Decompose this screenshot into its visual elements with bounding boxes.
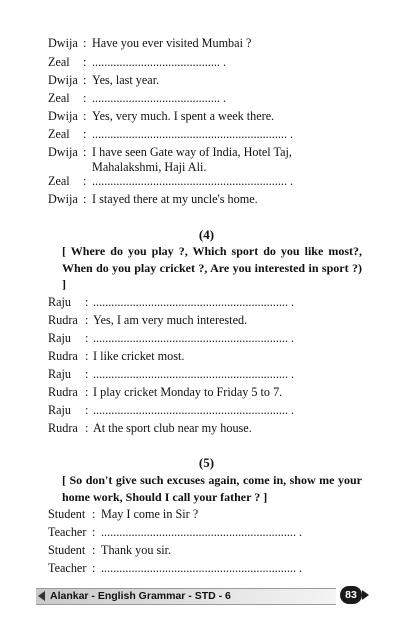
speaker-name: Raju bbox=[48, 367, 72, 381]
dialogue-line bbox=[48, 295, 413, 311]
colon-separator: : bbox=[83, 145, 87, 159]
colon-separator: : bbox=[83, 192, 87, 206]
colon-separator: : bbox=[83, 55, 87, 69]
speaker-name: Rudra bbox=[48, 421, 78, 435]
dialogue-text: ................................................................ . bbox=[101, 525, 303, 539]
dialogue-text: ................................................................ . bbox=[93, 331, 295, 345]
section-4-instruction: [ Where do you play ?, Which sport do you like most?, When do you play cricket ?, Are you interested in sport ?) ] bbox=[62, 244, 362, 291]
speaker-name: Dwija bbox=[48, 36, 78, 50]
dialogue-line bbox=[48, 507, 413, 523]
speaker-name: Rudra bbox=[48, 349, 78, 363]
colon-separator: : bbox=[85, 331, 89, 345]
colon-separator: : bbox=[83, 36, 87, 50]
dialogue-text: I have seen Gate way of India, Hotel Taj, bbox=[92, 145, 292, 159]
triangle-left-icon bbox=[38, 591, 45, 601]
speaker-name: Student bbox=[48, 543, 86, 557]
section-5-instruction: [ So don't give such excuses again, come in, show me your home work, Should I call your father ? ] bbox=[62, 473, 362, 504]
dialogue-text-continuation: Mahalakshmi, Haji Ali. bbox=[92, 160, 207, 174]
arrow-right-icon bbox=[362, 590, 369, 600]
dialogue-text: .......................................... . bbox=[92, 55, 227, 69]
dialogue-line bbox=[48, 385, 413, 401]
dialogue-line bbox=[48, 525, 413, 541]
speaker-name: Rudra bbox=[48, 313, 78, 327]
speaker-name: Dwija bbox=[48, 109, 78, 123]
dialogue-text: ................................................................ . bbox=[93, 403, 295, 417]
dialogue-text: .......................................... . bbox=[92, 91, 227, 105]
colon-separator: : bbox=[85, 295, 89, 309]
dialogue-text: ................................................................ . bbox=[93, 295, 295, 309]
colon-separator: : bbox=[83, 109, 87, 123]
dialogue-line bbox=[48, 192, 413, 208]
speaker-name: Raju bbox=[48, 331, 72, 345]
dialogue-line bbox=[48, 55, 413, 71]
speaker-name: Dwija bbox=[48, 73, 78, 87]
colon-separator: : bbox=[85, 313, 89, 327]
speaker-name: Raju bbox=[48, 295, 72, 309]
dialogue-line bbox=[48, 145, 413, 177]
colon-separator: : bbox=[92, 525, 96, 539]
dialogue-text: ................................................................ . bbox=[101, 561, 303, 575]
section-5-number: (5) bbox=[198, 455, 215, 470]
colon-separator: : bbox=[92, 543, 96, 557]
colon-separator: : bbox=[85, 385, 89, 399]
speaker-name: Zeal bbox=[48, 127, 70, 141]
speaker-name: Dwija bbox=[48, 145, 78, 159]
dialogue-text: Have you ever visited Mumbai ? bbox=[92, 36, 252, 50]
dialogue-text: Thank you sir. bbox=[101, 543, 172, 557]
dialogue-text: Yes, I am very much interested. bbox=[93, 313, 248, 327]
colon-separator: : bbox=[92, 561, 96, 575]
section-4-number: (4) bbox=[198, 227, 215, 242]
colon-separator: : bbox=[83, 91, 87, 105]
page-footer bbox=[36, 585, 370, 607]
speaker-name: Dwija bbox=[48, 192, 78, 206]
dialogue-text: Yes, very much. I spent a week there. bbox=[92, 109, 275, 123]
dialogue-text: ................................................................ . bbox=[93, 367, 295, 381]
dialogue-line bbox=[48, 331, 413, 347]
dialogue-line bbox=[48, 313, 413, 329]
colon-separator: : bbox=[83, 127, 87, 141]
dialogue-text: At the sport club near my house. bbox=[93, 421, 252, 435]
dialogue-text: I like cricket most. bbox=[93, 349, 185, 363]
dialogue-line bbox=[48, 174, 413, 190]
dialogue-text: I play cricket Monday to Friday 5 to 7. bbox=[93, 385, 283, 399]
speaker-name: Student bbox=[48, 507, 86, 521]
speaker-name: Zeal bbox=[48, 91, 70, 105]
footer-title: Alankar - English Grammar - STD - 6 bbox=[50, 590, 231, 602]
colon-separator: : bbox=[85, 421, 89, 435]
dialogue-line bbox=[48, 561, 413, 577]
colon-separator: : bbox=[83, 73, 87, 87]
dialogue-line bbox=[48, 127, 413, 143]
dialogue-text: Yes, last year. bbox=[92, 73, 160, 87]
dialogue-text: May I come in Sir ? bbox=[101, 507, 199, 521]
speaker-name: Teacher bbox=[48, 561, 87, 575]
colon-separator: : bbox=[92, 507, 96, 521]
dialogue-line bbox=[48, 73, 413, 89]
colon-separator: : bbox=[85, 403, 89, 417]
dialogue-line bbox=[48, 109, 413, 125]
dialogue-text: I stayed there at my uncle's home. bbox=[92, 192, 258, 206]
dialogue-line bbox=[48, 543, 413, 559]
speaker-name: Teacher bbox=[48, 525, 87, 539]
dialogue-line bbox=[48, 403, 413, 419]
page-number: 83 bbox=[340, 586, 362, 604]
speaker-name: Zeal bbox=[48, 55, 70, 69]
dialogue-line bbox=[48, 367, 413, 383]
dialogue-line bbox=[48, 421, 413, 437]
speaker-name: Raju bbox=[48, 403, 72, 417]
speaker-name: Zeal bbox=[48, 174, 70, 188]
dialogue-line bbox=[48, 36, 413, 52]
colon-separator: : bbox=[83, 174, 87, 188]
speaker-name: Rudra bbox=[48, 385, 78, 399]
dialogue-line bbox=[48, 349, 413, 365]
dialogue-line bbox=[48, 91, 413, 107]
colon-separator: : bbox=[85, 367, 89, 381]
colon-separator: : bbox=[85, 349, 89, 363]
dialogue-text: ................................................................ . bbox=[92, 127, 294, 141]
dialogue-text: ................................................................ . bbox=[92, 174, 294, 188]
